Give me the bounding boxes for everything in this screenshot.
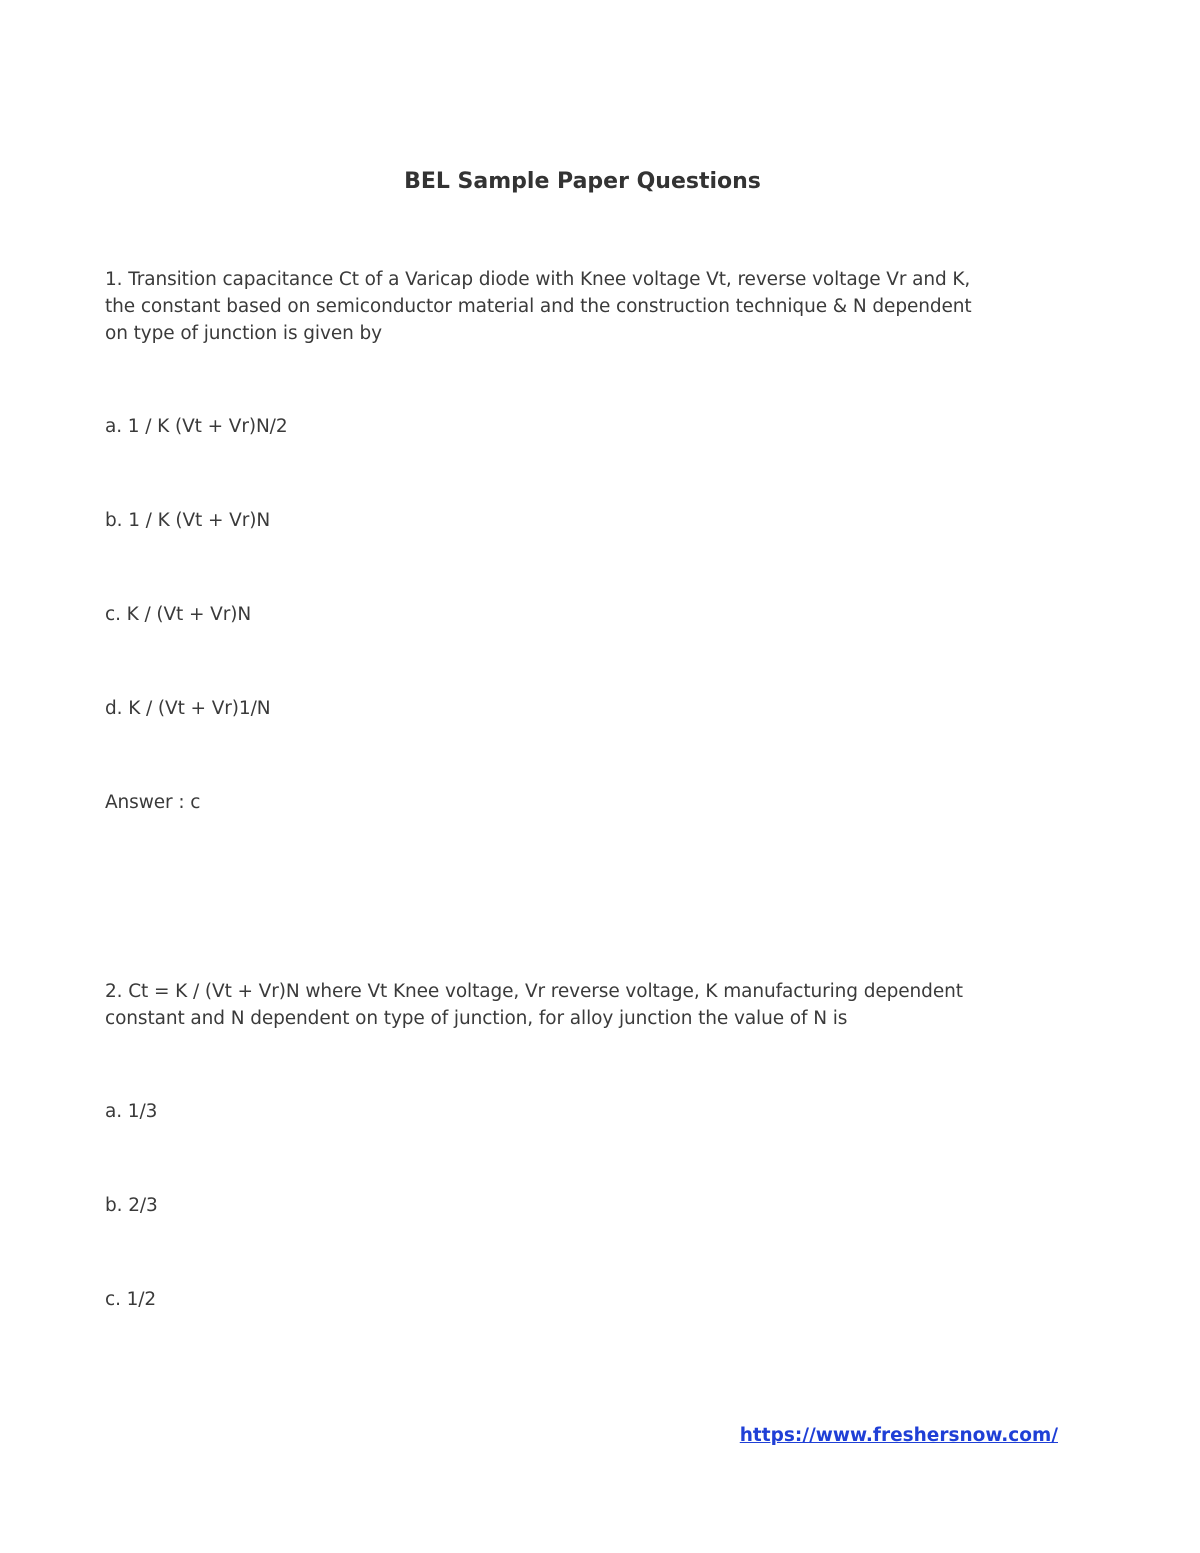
question-2-stem-line-2: constant and N dependent on type of junction, for alloy junction the value of N is [105, 1008, 848, 1029]
question-1-stem-line-3: on type of junction is given by [105, 323, 382, 344]
question-1-stem-line-1: 1. Transition capacitance Ct of a Varicap diode with Knee voltage Vt, reverse voltage Vr and K, [105, 269, 971, 290]
question-1-option-d: d. K / (Vt + Vr)1/N [105, 698, 271, 719]
question-1-option-c: c. K / (Vt + Vr)N [105, 604, 252, 625]
question-2-option-c: c. 1/2 [105, 1289, 157, 1310]
question-1-option-b: b. 1 / K (Vt + Vr)N [105, 510, 271, 531]
question-1-stem [105, 266, 1065, 347]
question-2-stem-line-1: 2. Ct = K / (Vt + Vr)N where Vt Knee voltage, Vr reverse voltage, K manufacturing dependent [105, 981, 963, 1002]
document-title: BEL Sample Paper Questions [404, 169, 761, 194]
question-2-option-b: b. 2/3 [105, 1195, 158, 1216]
footer-website-link[interactable]: https://www.freshersnow.com/ [739, 1425, 1058, 1446]
question-1-stem-line-2: the constant based on semiconductor material and the construction technique & N dependent [105, 296, 972, 317]
question-2-option-a: a. 1/3 [105, 1101, 158, 1122]
question-1-option-a: a. 1 / K (Vt + Vr)N/2 [105, 416, 288, 437]
question-2-stem [105, 978, 1065, 1032]
question-1-answer: Answer : c [105, 792, 201, 813]
